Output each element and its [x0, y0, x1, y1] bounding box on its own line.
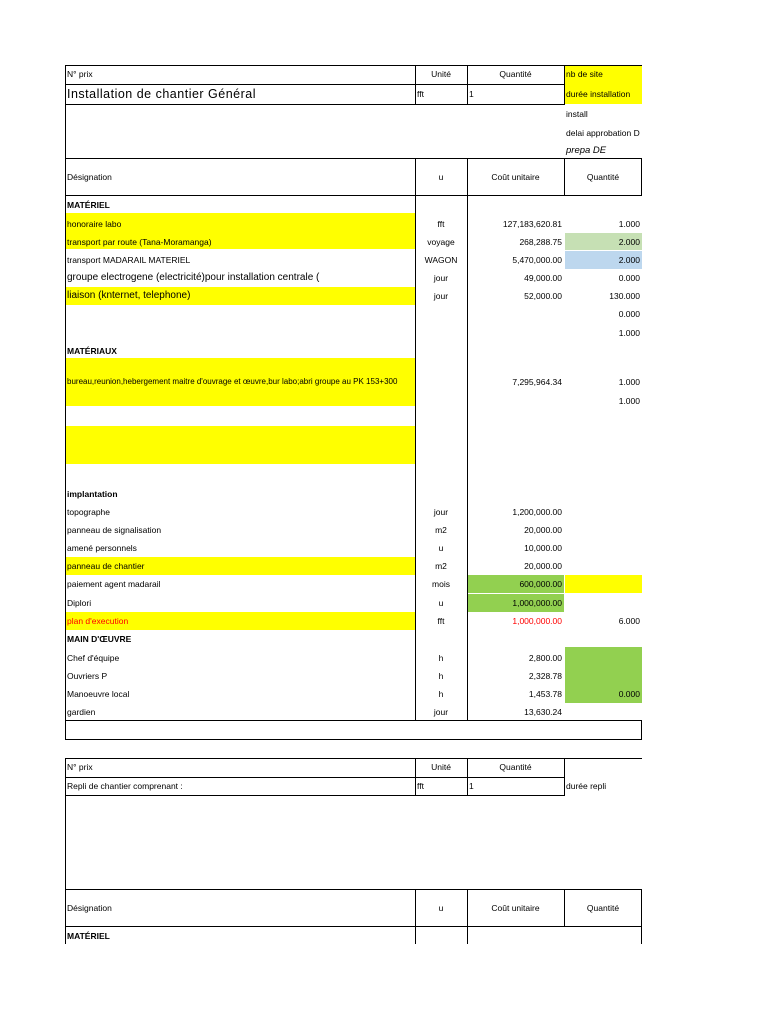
row-unit: jour — [433, 290, 449, 301]
row-cout: 600,000.00 — [519, 578, 562, 589]
col-quantite: Quantité — [586, 171, 620, 182]
row-unit: m2 — [435, 524, 447, 535]
row-qty: 2.000 — [618, 254, 640, 265]
row-unit: WAGON — [424, 254, 458, 265]
row-cout: 1,000,000.00 — [512, 597, 562, 608]
bureau-qty: 1.000 — [618, 376, 640, 387]
row-cout: 2,328.78 — [528, 670, 562, 681]
row-unit: m2 — [435, 560, 447, 571]
row-unit: jour — [433, 272, 449, 283]
row-cout: 52,000.00 — [524, 290, 562, 301]
side-note-prepa: prepa DE — [566, 144, 607, 156]
col-cout-unitaire-2: Coût unitaire — [491, 902, 540, 913]
highlight-paiement-qty — [565, 575, 642, 593]
row-cout: 5,470,000.00 — [512, 254, 562, 265]
row-cout: 10,000.00 — [524, 542, 562, 553]
highlight-empty-block — [65, 426, 415, 464]
row-cout: 1,000,000.00 — [512, 615, 562, 626]
row-unit: jour — [433, 706, 449, 717]
installation-unit: fft — [417, 89, 424, 100]
row-qty: 1.000 — [618, 218, 640, 229]
section-materiaux: MATÉRIAUX — [67, 345, 117, 356]
col-u-2: u — [438, 902, 444, 913]
header-quantite-2: Quantité — [499, 762, 532, 773]
col-cout-unitaire: Coût unitaire — [491, 171, 540, 182]
row-cout: 49,000.00 — [524, 272, 562, 283]
grid-line — [65, 739, 642, 740]
row-cout: 1,453.78 — [528, 688, 562, 699]
col-quantite-2: Quantité — [586, 902, 620, 913]
row-designation: Ouvriers P — [67, 670, 108, 681]
nb-site-label: nb de site — [566, 69, 603, 80]
row-cout: 1,200,000.00 — [512, 506, 562, 517]
row-designation: groupe electrogene (electricité)pour installation centrale ( — [67, 272, 320, 283]
row-unit: h — [438, 652, 444, 663]
row-designation: plan d'execution — [67, 615, 129, 626]
row-designation: Chef d'équipe — [67, 652, 120, 663]
row-designation: Manoeuvre local — [67, 688, 130, 699]
col-u: u — [438, 171, 444, 182]
row-designation: transport par route (Tana-Moramanga) — [67, 236, 212, 247]
row-designation: liaison (knternet, telephone) — [67, 290, 191, 301]
header-num-prix-2: N° prix — [67, 762, 93, 773]
installation-title: Installation de chantier Général — [67, 87, 257, 102]
section-materiel-2: MATÉRIEL — [67, 930, 110, 941]
grid-line — [65, 795, 565, 796]
row-designation: gardien — [67, 706, 96, 717]
header-unite-2: Unité — [431, 762, 451, 773]
col-designation-2: Désignation — [67, 902, 112, 913]
row-qty: 0.000 — [618, 688, 640, 699]
section-main-oeuvre: MAIN D'ŒUVRE — [67, 633, 132, 644]
row-designation: panneau de chantier — [67, 560, 145, 571]
repli-unit: fft — [417, 780, 424, 791]
row-qty: 0.000 — [618, 272, 640, 283]
side-note-delai: delai approbation D — [566, 127, 640, 138]
repli-title: Repli de chantier comprenant : — [67, 780, 183, 791]
grid-line — [641, 720, 642, 740]
section-implantation: implantation — [67, 488, 118, 499]
row-unit: fft — [437, 218, 445, 229]
duree-installation-label: durée installation — [566, 89, 631, 100]
header-unite: Unité — [431, 69, 451, 80]
duree-repli-label: durée repli — [566, 780, 607, 791]
row-unit: jour — [433, 506, 449, 517]
header-num-prix: N° prix — [67, 69, 93, 80]
row-unit: mois — [432, 578, 450, 589]
row-cout: 127,183,620.81 — [502, 218, 562, 229]
extra-qty: 1.000 — [618, 327, 640, 338]
row-qty: 130.000 — [609, 290, 640, 301]
row-designation: amené personnels — [67, 542, 137, 553]
header-quantite: Quantité — [499, 69, 532, 80]
row-designation: panneau de signalisation — [67, 524, 162, 535]
row-qty: 2.000 — [618, 236, 640, 247]
bureau-qty-2: 1.000 — [618, 395, 640, 406]
row-cout: 20,000.00 — [524, 560, 562, 571]
row-unit: u — [438, 542, 444, 553]
row-cout: 20,000.00 — [524, 524, 562, 535]
row-qty: 6.000 — [618, 615, 640, 626]
col-designation: Désignation — [67, 171, 112, 182]
row-unit: fft — [437, 615, 445, 626]
row-designation: paiement agent madarail — [67, 578, 161, 589]
row-designation: honoraire labo — [67, 218, 122, 229]
side-note-install: install — [566, 108, 588, 119]
row-unit: h — [438, 688, 444, 699]
row-unit: voyage — [427, 236, 455, 247]
section-materiel: MATÉRIEL — [67, 199, 110, 210]
bureau-cout: 7,295,964.34 — [512, 376, 562, 387]
row-cout: 268,288.75 — [519, 236, 562, 247]
row-cout: 13,630.24 — [524, 706, 562, 717]
row-unit: u — [438, 597, 444, 608]
row-designation: Diplori — [67, 597, 92, 608]
repli-qty: 1 — [469, 780, 474, 791]
row-cout: 2,800.00 — [528, 652, 562, 663]
extra-qty: 0.000 — [618, 308, 640, 319]
row-designation: topographe — [67, 506, 111, 517]
row-designation: transport MADARAIL MATERIEL — [67, 254, 191, 265]
bureau-designation: bureau,reunion,hebergement maitre d'ouvrage et œuvre,bur labo;abri groupe au PK 153+300 — [67, 377, 398, 386]
installation-qty: 1 — [469, 89, 474, 100]
grid-line — [65, 104, 565, 105]
row-unit: h — [438, 670, 444, 681]
